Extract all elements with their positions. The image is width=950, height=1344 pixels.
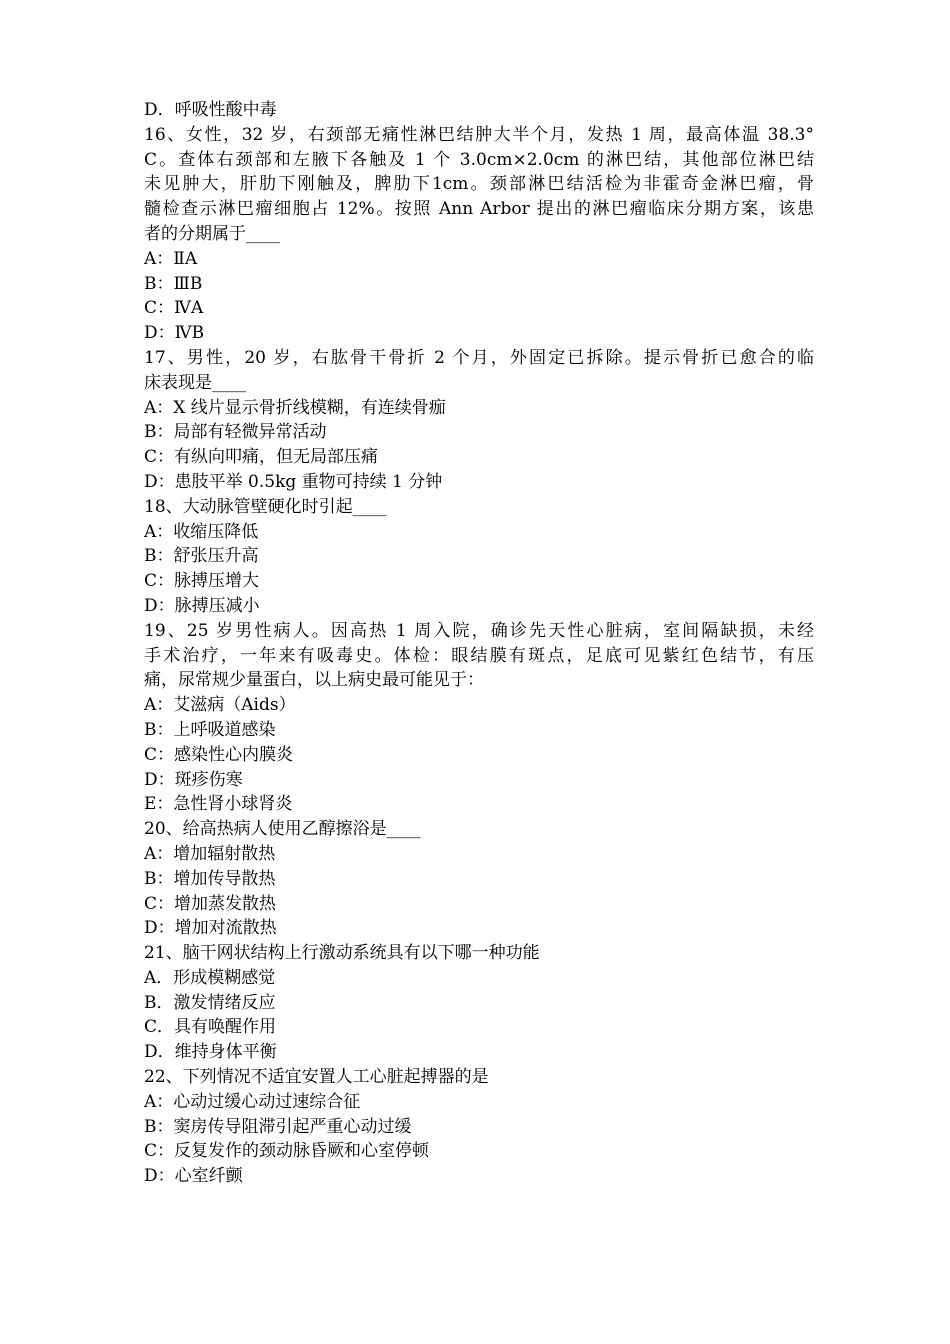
text-line: A：ⅡA [144, 248, 198, 269]
text-line: C：有纵向叩痛，但无局部压痛 [144, 447, 379, 468]
text-line: C：感染性心内膜炎 [144, 744, 294, 765]
text-line: 17、男性，20 岁，右肱骨干骨折 2 个月，外固定已拆除。提示骨折已愈合的临 [144, 347, 814, 368]
text-line: 16、女性，32 岁，右颈部无痛性淋巴结肿大半个月，发热 1 周，最高体温 38.3° [144, 124, 814, 145]
text-line: B：窦房传导阻滞引起严重心动过缓 [144, 1116, 412, 1137]
text-line: B．激发情绪反应 [144, 992, 276, 1013]
text-line: C。查体右颈部和左腋下各触及 1 个 3.0cm×2.0cm 的淋巴结，其他部位淋巴结 [144, 149, 814, 170]
text-line: 床表现是____ [144, 372, 246, 393]
text-line: C：ⅣA [144, 298, 204, 319]
text-line: 20、给高热病人使用乙醇擦浴是____ [144, 819, 421, 840]
text-line: E：急性肾小球肾炎 [144, 794, 293, 815]
text-line: D：ⅣB [144, 323, 205, 344]
text-line: D．呼吸性酸中毒 [144, 100, 277, 120]
text-line: D．维持身体平衡 [144, 1042, 277, 1063]
text-line: B：局部有轻微异常活动 [144, 422, 327, 443]
text-line: D：脉搏压减小 [144, 595, 260, 616]
text-line: B：增加传导散热 [144, 868, 276, 889]
text-line: 22、下列情况不适宜安置人工心脏起搏器的是 [144, 1067, 489, 1088]
text-line: 髓检查示淋巴瘤细胞占 12%。按照 Ann Arbor 提出的淋巴瘤临床分期方案，该患 [144, 199, 814, 220]
text-line: A：心动过缓心动过速综合征 [144, 1091, 361, 1112]
text-line: C：脉搏压增大 [144, 571, 260, 592]
text-line: A：收缩压降低 [144, 521, 259, 542]
text-line: 未见肿大，肝肋下刚触及，脾肋下1cm。颈部淋巴结活检为非霍奇金淋巴瘤，骨 [144, 174, 814, 195]
document-page [144, 98, 814, 1189]
text-line: A：艾滋病（Aids） [144, 695, 296, 716]
text-line: 19、25 岁男性病人。因高热 1 周入院，确诊先天性心脏病，室间隔缺损，未经 [144, 620, 814, 641]
text-line: A：增加辐射散热 [144, 843, 276, 864]
text-line: A：X 线片显示骨折线模糊，有连续骨痂 [144, 397, 446, 418]
text-line: B：ⅢB [144, 273, 203, 294]
text-line: C．具有唤醒作用 [144, 1017, 277, 1038]
text-line: 21、脑干网状结构上行激动系统具有以下哪一种功能 [144, 943, 540, 964]
text-line: 手术治疗，一年来有吸毒史。体检：眼结膜有斑点，足底可见紫红色结节，有压 [144, 645, 814, 666]
text-line: B：上呼吸道感染 [144, 719, 276, 740]
text-line: D：增加对流散热 [144, 918, 277, 939]
text-line: D：斑疹伤寒 [144, 769, 243, 790]
text-line: C：反复发作的颈动脉昏厥和心室停顿 [144, 1141, 430, 1162]
text-line: C：增加蒸发散热 [144, 893, 277, 914]
text-line: 痛，尿常规少量蛋白，以上病史最可能见于： [144, 670, 484, 691]
text-line: B：舒张压升高 [144, 546, 259, 567]
text-line: D：患肢平举 0.5kg 重物可持续 1 分钟 [144, 471, 443, 492]
text-line: 18、大动脉管壁硬化时引起____ [144, 496, 387, 517]
text-line: D：心室纤颤 [144, 1166, 243, 1187]
text-line: A．形成模糊感觉 [144, 967, 276, 988]
text-line: 者的分期属于____ [144, 223, 280, 244]
